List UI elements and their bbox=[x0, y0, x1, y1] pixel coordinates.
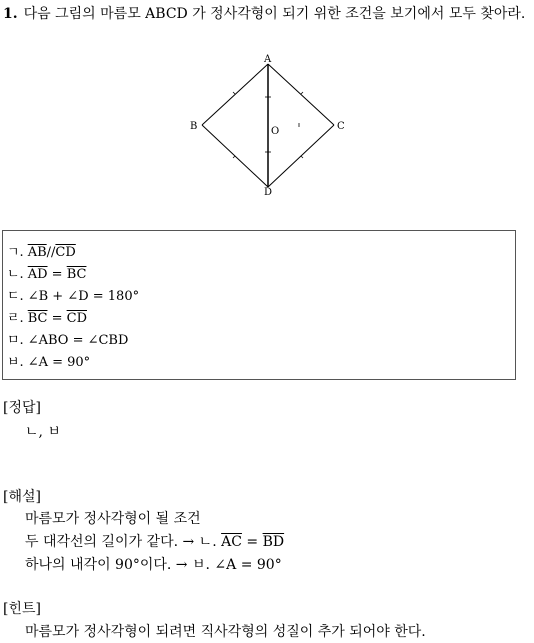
answer-heading: [정답] bbox=[3, 400, 41, 416]
side-ab bbox=[202, 64, 268, 125]
tick-ac bbox=[301, 92, 303, 94]
option-text: // bbox=[46, 245, 56, 260]
option-item bbox=[7, 266, 86, 284]
option-marker: ㄴ. bbox=[7, 267, 24, 282]
vertex-d-label: D bbox=[264, 187, 273, 197]
segment-text: $\overline{CD}$ bbox=[55, 245, 76, 260]
option-text: = bbox=[47, 267, 67, 282]
explanation-line1: 마름모가 정사각형이 될 조건 bbox=[25, 511, 201, 527]
rhombus-figure bbox=[185, 52, 350, 197]
option-item bbox=[7, 288, 139, 306]
tick-bd bbox=[233, 156, 235, 158]
option-item bbox=[7, 354, 90, 372]
vertex-a-label: A bbox=[264, 54, 272, 65]
segment-text: $\overline{AB}$ bbox=[27, 245, 47, 260]
segment-bd: $\overline{BD}$ bbox=[262, 534, 285, 550]
vertex-c-label: C bbox=[337, 121, 345, 132]
option-marker: ㅂ. bbox=[7, 355, 24, 370]
question-number: 1. bbox=[3, 6, 18, 22]
center-o-label: O bbox=[271, 126, 280, 137]
option-marker: ㄹ. bbox=[7, 311, 24, 326]
option-item bbox=[7, 310, 87, 328]
question bbox=[3, 2, 531, 27]
segment-text: $\overline{BC}$ bbox=[27, 311, 48, 326]
option-text: ∠B + ∠D = 180° bbox=[27, 289, 140, 304]
option-marker: ㄱ. bbox=[7, 245, 24, 260]
option-item bbox=[7, 332, 128, 350]
explanation-line2: 두 대각선의 길이가 같다. → ㄴ. $\overline{AC} = \overline{BD}$ bbox=[25, 534, 285, 550]
hint-text: 마름모가 정사각형이 되려면 직사각형의 성질이 추가 되어야 한다. bbox=[25, 624, 426, 640]
option-text: = bbox=[47, 311, 67, 326]
option-text: ∠A = 90° bbox=[27, 355, 91, 370]
tick-ab bbox=[233, 92, 235, 94]
segment-text: $\overline{AD}$ bbox=[27, 267, 48, 282]
option-marker: ㅁ. bbox=[7, 333, 24, 348]
explanation-line3: 하나의 내각이 90°이다. → ㅂ. ∠A = 90° bbox=[25, 557, 282, 573]
option-item bbox=[7, 244, 76, 262]
explanation-heading: [해설] bbox=[3, 489, 41, 505]
tick-cd bbox=[301, 156, 303, 158]
segment-text: $\overline{CD}$ bbox=[66, 311, 87, 326]
side-ac bbox=[268, 64, 334, 125]
hint-heading: [힌트] bbox=[3, 601, 41, 617]
question-text: 다음 그림의 마름모 ABCD 가 정사각형이 되기 위한 조건을 보기에서 모두 찾아라. bbox=[23, 6, 526, 22]
answer-value: ㄴ, ㅂ bbox=[25, 424, 61, 440]
option-text: ∠ABO = ∠CBD bbox=[27, 333, 129, 348]
vertex-b-label: B bbox=[190, 121, 198, 132]
option-marker: ㄷ. bbox=[7, 289, 24, 304]
options-box bbox=[2, 230, 516, 380]
segment-text: $\overline{BC}$ bbox=[66, 267, 87, 282]
segment-ac: $\overline{AC}$ bbox=[221, 534, 242, 550]
